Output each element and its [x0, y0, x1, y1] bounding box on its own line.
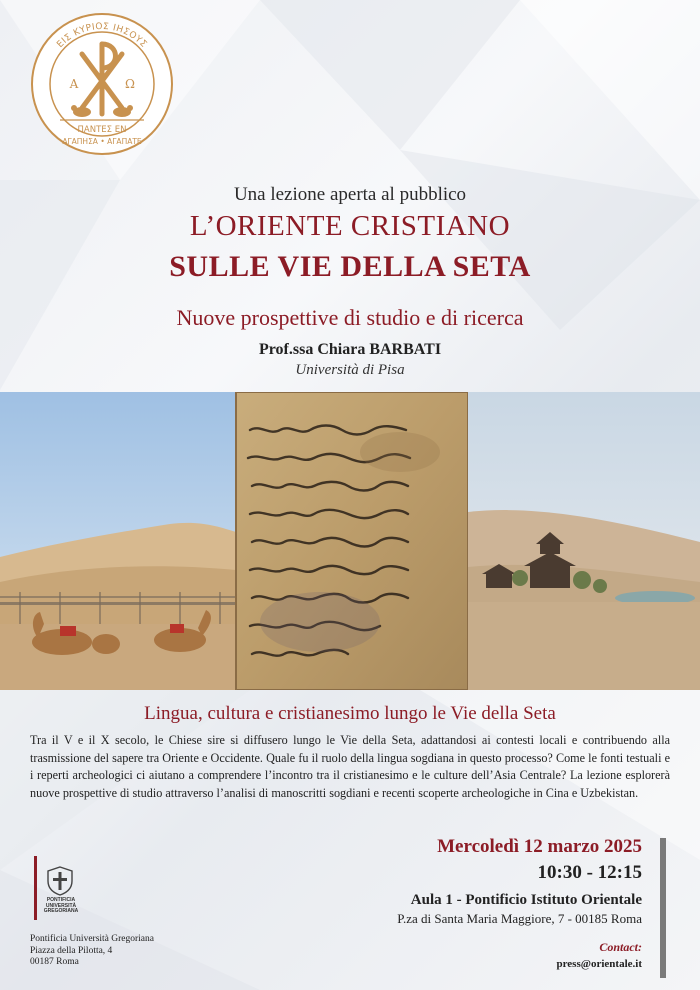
section-title: Lingua, cultura e cristianesimo lungo le Vie della Seta — [144, 703, 556, 724]
seal-bottom-text-1: ΠΑΝΤΕΣ ΕΝ — [77, 125, 127, 135]
event-date: Mercoledì 12 marzo 2025 — [437, 836, 642, 857]
university-crest-icon — [46, 866, 74, 896]
speaker-affiliation: Università di Pisa — [295, 362, 405, 378]
title-line-2: SULLE VIE DELLA SETA — [169, 250, 531, 283]
university-logo-bar — [34, 856, 37, 920]
lecture-abstract: Tra il V e il X secolo, le Chiese sire si diffusero lungo le Vie della Seta, adattandosi ai contesti locali e contribuendo alla trasmissione del sapere tra Oriente e Occidente. Quale fu il ruolo della lingua sogdiana in questo processo? Come le fonti testuali e i reperti archeologici ci aiutano a comprendere l’incontro tra il cristianesimo e le culture dell’Asia Centrale? La lezione esplorerà nuove prospettive di studio attraverso l’analisi di manoscritti sogdiani e recenti scoperte archeologiche in Cina e Uzbekistan. — [30, 733, 670, 800]
event-address: P.za di Santa Maria Maggiore, 7 - 00185 Roma — [397, 911, 642, 926]
event-venue: Aula 1 - Pontificio Istituto Orientale — [410, 892, 642, 908]
university-address-line-2: Piazza della Pilotta, 4 — [30, 945, 113, 956]
photo-strip — [0, 392, 700, 690]
university-logo-line-1: PONTIFICIA — [46, 897, 76, 903]
sogdian-manuscript-photo — [236, 392, 468, 690]
university-address-line-3: 00187 Roma — [30, 957, 79, 967]
university-logo-line-2: UNIVERSITÀ — [45, 902, 77, 909]
desert-camels-photo — [0, 392, 236, 690]
seal-top-text: ΕΙΣ ΚΥΡΙΟΣ ΙΗΣΟΥΣ — [55, 21, 149, 50]
title-line-1: L’ORIENTE CRISTIANO — [189, 210, 511, 242]
university-logo-line-3: GREGORIANA — [43, 908, 79, 914]
event-time: 10:30 - 12:15 — [537, 862, 642, 883]
university-logo-text — [38, 898, 84, 915]
university-address-line-1: Pontificia Università Gregoriana — [30, 934, 154, 944]
details-divider-bar — [660, 838, 666, 978]
lecture-subtitle: Nuove prospettive di studio e di ricerca — [176, 305, 524, 330]
desert-oasis-pagoda-photo — [468, 392, 700, 690]
seal-omega: Ω — [125, 77, 135, 91]
seal-bottom-text-2: ΑΓΑΠΗΣΑ • ΑΓΑΠΑΤΕ — [62, 137, 142, 146]
chi-rho-seal — [30, 12, 174, 156]
speaker-name: Prof.ssa Chiara BARBATI — [258, 341, 442, 358]
intro-text: Una lezione aperta al pubblico — [233, 184, 467, 205]
contact-label: Contact: — [599, 940, 642, 954]
contact-email-link[interactable]: press@orientale.it — [556, 958, 642, 970]
seal-alpha: Α — [69, 77, 79, 91]
university-address — [30, 934, 154, 969]
